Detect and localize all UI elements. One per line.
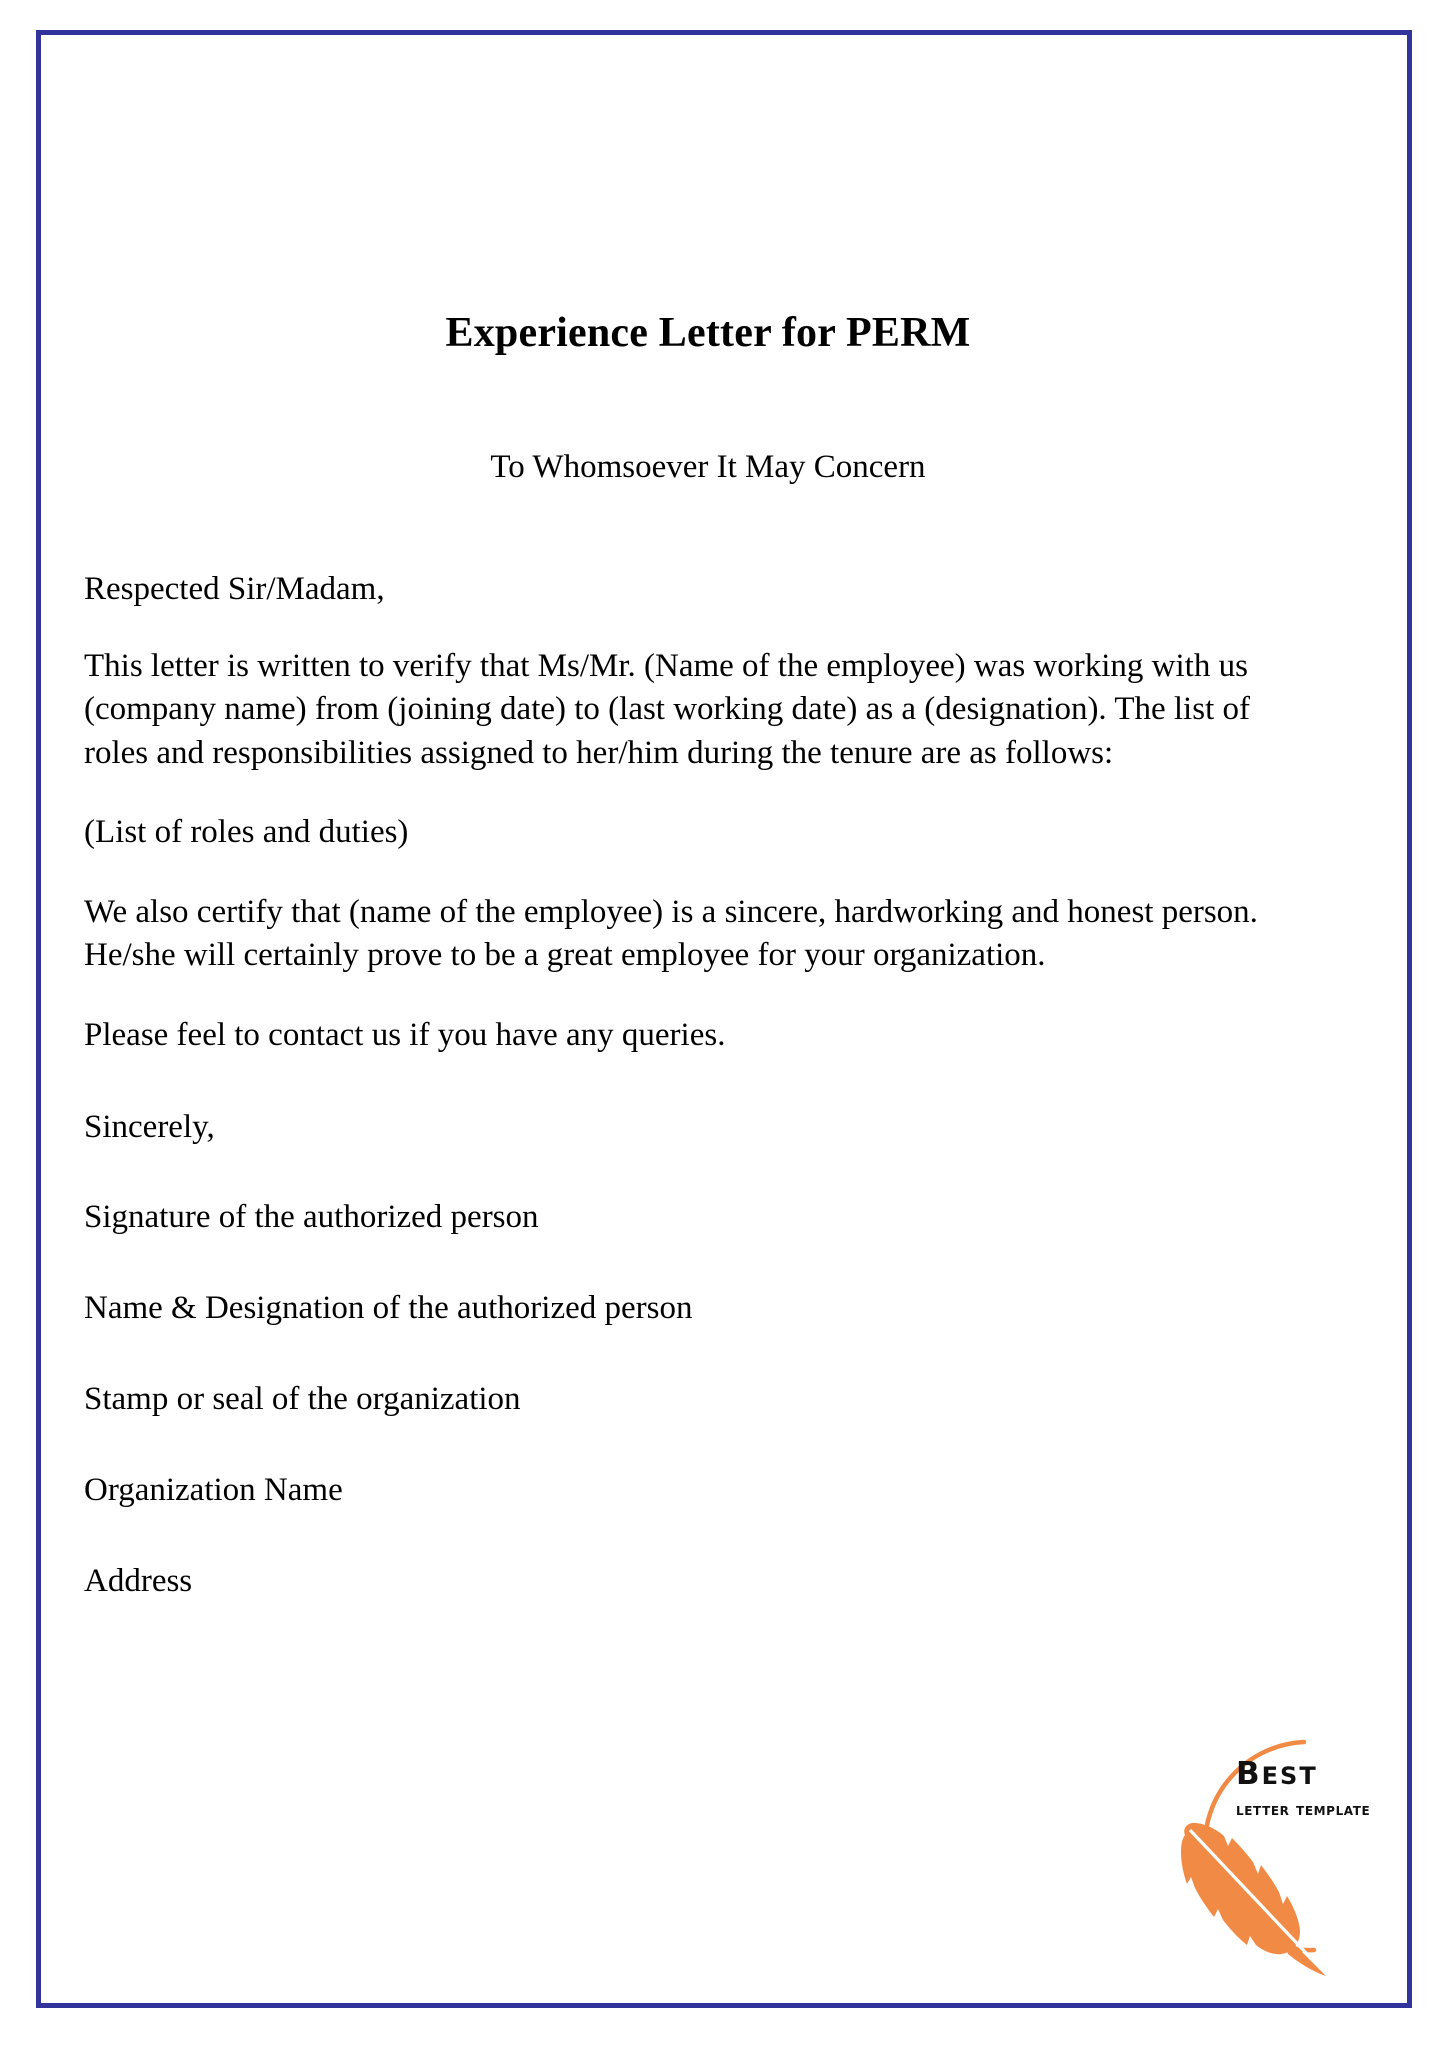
closing-name-designation-line: Name & Designation of the authorized person <box>84 1290 693 1327</box>
closing-organization-name-line: Organization Name <box>84 1472 343 1509</box>
letter-paragraph-4: Please feel to contact us if you have any queries. <box>84 1016 726 1053</box>
logo-tagline: letter template <box>1236 1800 1371 1820</box>
letter-paragraph-3: We also certify that (name of the employee) is a sincere, hardworking and honest person. He/she will certainly prove to be a great employee for your organization. <box>84 893 1258 974</box>
logo-brand-name: best <box>1236 1744 1318 1795</box>
closing-address-line: Address <box>84 1562 193 1599</box>
closing-stamp-line: Stamp or seal of the organization <box>84 1381 521 1418</box>
letter-paragraph-2: (List of roles and duties) <box>84 814 409 851</box>
letter-salutation: Respected Sir/Madam, <box>84 570 385 607</box>
brand-logo <box>1128 1700 1388 1990</box>
closing-signature-line: Signature of the authorized person <box>84 1199 539 1236</box>
closing-sincerely: Sincerely, <box>84 1108 215 1145</box>
page-title: Experience Letter for PERM <box>445 310 971 356</box>
feather-quill-icon <box>1181 1823 1326 1976</box>
letter-paragraph-1: This letter is written to verify that Ms/Mr. (Name of the employee) was working with us (company name) from (joining date) to (last working date) as a (designation). The list of roles and responsibilities assigned to her/him during the tenure are as follows: <box>84 647 1250 771</box>
logo-wordmark <box>1236 1744 1396 1820</box>
letter-content <box>84 30 1372 1603</box>
letter-subtitle: To Whomsoever It May Concern <box>490 449 926 486</box>
